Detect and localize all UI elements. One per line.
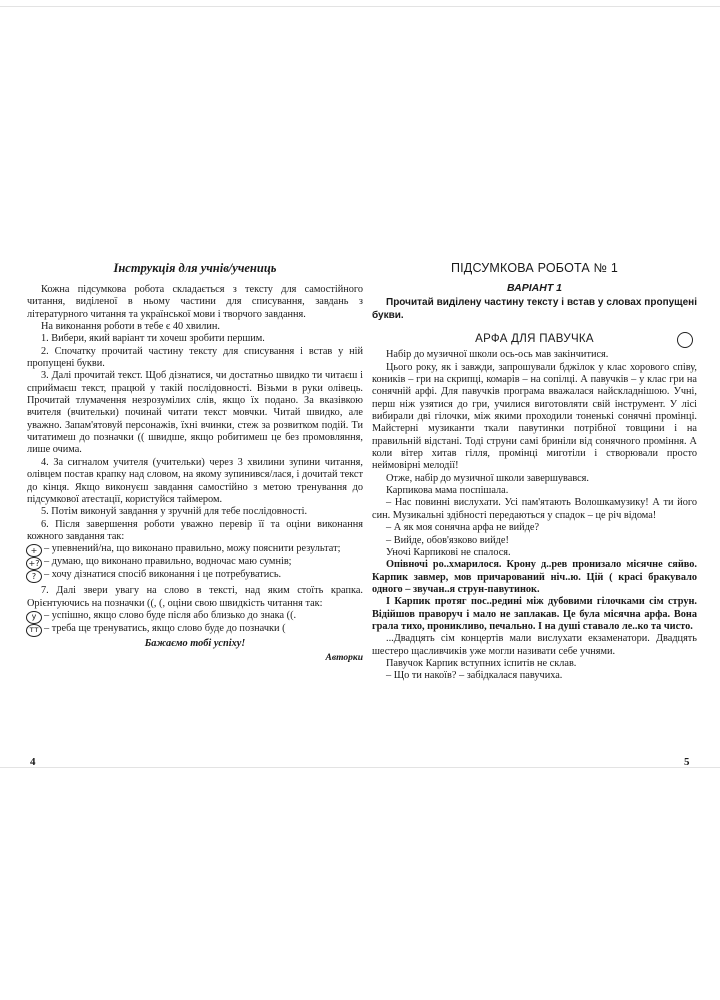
step-2: 2. Спочатку прочитай частину тексту для списування і встав у ній пропущені букви. (27, 345, 363, 370)
plus-question-circle-icon: +? (26, 557, 42, 570)
step-7: 7. Далі звери увагу на слово в тексті, над яким стоїть крапка. Орієнтуючись на позначки ((, (, оціни свою швидкість читання так: (27, 585, 363, 609)
story-paragraph: Карпикова мама поспішала. (386, 485, 509, 497)
story-paragraph: Цього року, як і завжди, запрошували бджілок у клас хорового співу, коників – гри на скрипці, комарів – на сопілці. А павучків – у клас гри на сонячній арфі. Для павучків програма вважалася найскладнішою. Учні, перш ніж узятися до гри, училися виготовляти свій інструмент. У лісі вибирали дві гілочки, між якими проходили тоненькі сонячні промінці. Майстерні музиканти ткали павутинки потрібної товщини і на правильній відстані. Тоді струни самі бриніли від сонячного проміння. А коли вітер хитав гілля, промінці миготіли і створювали просто неймовірні мелодії! (372, 361, 697, 472)
mark-question-text: – хочу дізнатися спосіб виконання і це потребуватись. (44, 569, 282, 581)
u-circle-icon: у (26, 611, 42, 624)
story-paragraph: – А як моя сонячна арфа не вийде? (386, 522, 540, 534)
story-paragraph: Набір до музичної школи ось-ось мав закінчитися. (386, 349, 609, 361)
empty-circle-icon (677, 332, 693, 348)
wish-text: Бажаємо тобі успіху! (144, 637, 246, 649)
step-1: 1. Вибери, який варіант ти хочеш зробити першим. (41, 333, 265, 345)
step-6: 6. Після завершення роботи уважно перевір її та оціни виконання кожного завдання так: (27, 518, 363, 542)
story-paragraph: Отже, набір до музичної школи завершувався. (386, 472, 589, 484)
bottom-page-divider (0, 767, 720, 768)
step-3: 3. Далі прочитай текст. Щоб дізнатися, чи достатньо швидко ти читаєш і сприймаєш текст, працюй у такій послідовності. Візьми в руки олівець. Прочитай тлумачення незрозумілих слів, якщо їх подано. За вказівкою вчителя (вчительки) починай читати текст мовчки. Читай швидко, але уважно. Запам'ятовуй персонажів, їхні вчинки, стеж за розвитком подій. Ти читатимеш до позначки (( швидше, якщо робитимеш це без промовляння, лише очима. (27, 370, 363, 456)
plus-circle-icon: + (26, 544, 42, 557)
authors-signature: Авторки (325, 653, 363, 664)
mark-question-row (27, 569, 363, 582)
story-paragraph: – Що ти накоїв? – забідкалася павучиха. (386, 670, 563, 682)
story-paragraph: – Нас повинні вислухати. Усі пам'ятають Волошкамузику! А ти його син. Музикальні здібності передаються у спадок – це річ відома! (372, 497, 697, 521)
variant-heading: ВАРІАНТ 1 (506, 282, 563, 294)
intro-paragraph: Кожна підсумкова робота складається з тексту для самостійного читання, виділеної в ньому частини для списування, завдань з літературного читання та української мови і творчого завдання. (27, 284, 363, 320)
question-circle-icon: ? (26, 570, 42, 583)
mark-confident-row (27, 543, 363, 556)
story-paragraph: Уночі Карпикові не спалося. (386, 546, 511, 558)
mark-confident-text: – упевнений/на, що виконано правильно, можу пояснити результат; (44, 543, 341, 555)
time-paragraph: На виконання роботи в тебе є 40 хвилин. (41, 321, 220, 333)
speed-success-row (27, 610, 363, 623)
right-page (372, 261, 697, 683)
speed-train-row (27, 623, 363, 636)
speed-success-text: – успішно, якщо слово буде після або близько до знака ((. (44, 609, 297, 621)
work-heading: ПІДСУМКОВА РОБОТА № 1 (450, 261, 619, 275)
story-header (372, 332, 697, 346)
task-instruction: Прочитай виділену частину тексту і встав у словах пропущені букви. (372, 297, 697, 321)
top-page-divider (0, 6, 720, 7)
story-paragraph: – Вийде, обов'язково вийде! (386, 534, 509, 546)
instructions-title: Інструкція для учнів/учениць (113, 261, 277, 275)
page-number-left: 4 (30, 756, 36, 768)
speed-train-text: – треба ще тренуватись, якщо слово буде до позначки ( (44, 622, 286, 634)
story-title: АРФА ДЛЯ ПАВУЧКА (475, 333, 594, 345)
mark-doubt-text: – думаю, що виконано правильно, водночас маю сумнів; (44, 556, 292, 568)
story-paragraph: Павучок Карпик вступних іспитів не склав. (386, 657, 577, 669)
step-4: 4. За сигналом учителя (учительки) через 3 хвилини зупини читання, олівцем постав крапку над словом, на якому зупинився/лася, і дочитай текст до кінця. Якщо виконуєш завдання самостійно з метою тренування до підсумкової атестації, користуйся таймером. (27, 456, 363, 505)
left-page (27, 261, 363, 665)
copy-paragraph: Опівночі ро..хмарилося. Крону д..рев пронизало місячне сяйво. Карпик завмер, мов причарований ніч..ю. Цій ( красі бракувало одного – звучан..я струн-павутинок. (372, 559, 697, 595)
page-number-right: 5 (684, 756, 690, 768)
step-5: 5. Потім виконуй завдання у зручній для тебе послідовності. (41, 506, 308, 518)
copy-paragraph: І Карпик протяг пос..редині між дубовими гілочками сім струн. Відійшов праворуч і мало не заплакав. Це була місячна арфа. Вона грала тихо, проникливо, печально. І на душі ставало ле..ко та чисто. (372, 596, 697, 632)
story-paragraph: ...Двадцять сім концертів мали вислухати екзаменатори. Двадцять шестеро щасливчиків уже могли називати себе учнями. (372, 633, 697, 657)
tt-circle-icon: тт (26, 624, 42, 637)
mark-doubt-row (27, 556, 363, 569)
